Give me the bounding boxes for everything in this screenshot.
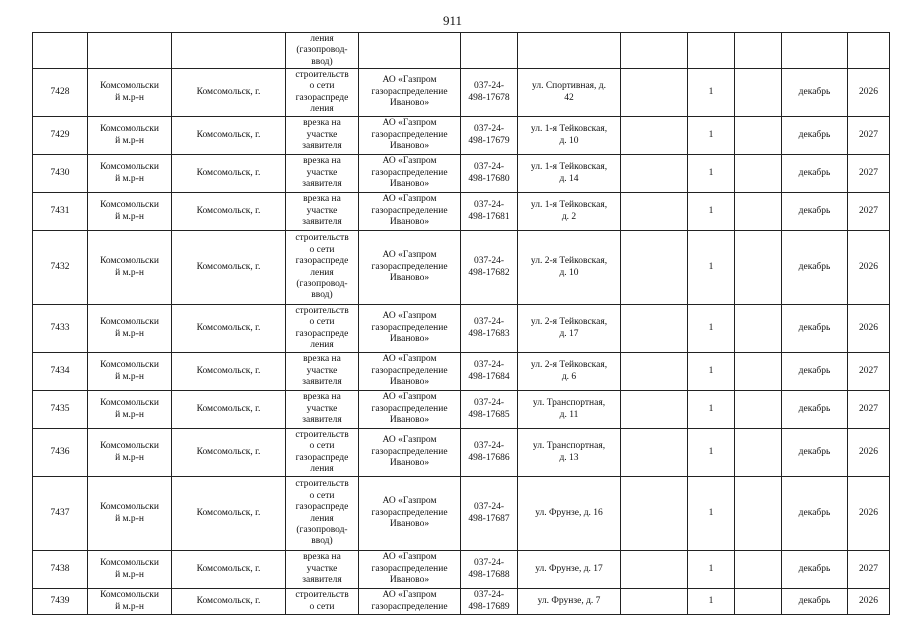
cell-quantity [688,69,735,117]
cell-empty [621,551,688,589]
cell-empty [621,69,688,117]
cell-empty [621,429,688,477]
cell-empty [735,477,782,551]
cell-text: ул. 2-я Тейковская, д. 10 [530,256,608,278]
cell-text: Комсомольск, г. [196,403,261,414]
cell-work-type [286,155,359,193]
cell-text: 7431 [50,205,70,216]
cell-text: 2026 [859,86,878,97]
cell-text: АО «Газпром газораспределение Иваново» [371,194,448,228]
cell-text: 7434 [50,365,70,376]
cell-year [848,391,890,429]
cell-text: 1 [708,595,714,606]
cell-organization [359,193,461,231]
cell-text: 1 [708,205,714,216]
cell-organization [359,69,461,117]
cell-month [782,231,848,305]
cell-empty [621,155,688,193]
cell-organization [359,353,461,391]
cell-text: АО «Газпром газораспределение Иваново» [371,311,448,345]
cell-quantity [688,589,735,615]
cell-quantity [688,155,735,193]
cell-district [88,231,172,305]
cell-district [88,589,172,615]
cell-address [518,551,621,589]
cell-text: 2026 [859,507,878,518]
cell-text: 1 [708,365,714,376]
table-row [33,155,890,193]
cell-work-type [286,305,359,353]
cell-text: ул. 2-я Тейковская, д. 6 [530,360,608,382]
cell-row-number [33,353,88,391]
cell-quantity [688,551,735,589]
cell-text: 1 [708,167,714,178]
cell-locality [172,477,286,551]
cell-text: Комсомольски й м.р-н [100,502,159,524]
cell-code [461,231,518,305]
cell-text: 1 [708,322,714,333]
cell-district [88,429,172,477]
cell-text: врезка на участке заявителя [302,156,342,190]
cell-empty [782,33,848,69]
cell-quantity [688,429,735,477]
cell-row-number [33,551,88,589]
cell-text: 7438 [50,563,70,574]
cell-text: ул. 1-я Тейковская, д. 10 [530,124,608,146]
cell-code [461,155,518,193]
cell-code [461,305,518,353]
cell-row-number [33,117,88,155]
cell-row-number [33,391,88,429]
cell-district [88,305,172,353]
cell-text: 7437 [50,507,70,518]
cell-text: декабрь [798,595,831,606]
cell-address [518,391,621,429]
cell-work-type [286,231,359,305]
cell-empty [735,429,782,477]
cell-organization [359,589,461,615]
cell-text: 7432 [50,261,70,272]
cell-text: ул. 1-я Тейковская, д. 2 [530,200,608,222]
cell-locality [172,231,286,305]
cell-quantity [688,391,735,429]
cell-text: АО «Газпром газораспределение Иваново» [371,392,448,426]
cell-text: АО «Газпром газораспределение Иваново» [371,250,448,284]
cell-address [518,231,621,305]
cell-district [88,69,172,117]
cell-text: 1 [708,446,714,457]
cell-empty [621,305,688,353]
cell-address [518,589,621,615]
table-row [33,589,890,615]
cell-text: 037-24- 498-17687 [468,502,510,524]
cell-text: 2027 [859,403,878,414]
cell-text: АО «Газпром газораспределение Иваново» [371,435,448,469]
cell-text: Комсомольски й м.р-н [100,256,159,278]
cell-month [782,155,848,193]
gas-connection-table [32,32,890,615]
cell-year [848,117,890,155]
cell-text: АО «Газпром газораспределение Иваново» [371,552,448,586]
cell-address [518,477,621,551]
cell-text: Комсомольск, г. [196,563,261,574]
cell-text: Комсомольски й м.р-н [100,558,159,580]
cell-text: 037-24- 498-17688 [468,558,510,580]
cell-row-number [33,231,88,305]
cell-organization [359,155,461,193]
cell-text: 037-24- 498-17681 [468,200,510,222]
cell-work-type [286,391,359,429]
cell-text: 7430 [50,167,70,178]
cell-text: 037-24- 498-17685 [468,398,510,420]
cell-empty [735,353,782,391]
cell-district [88,353,172,391]
cell-text: Комсомольск, г. [196,205,261,216]
cell-quantity [688,231,735,305]
cell-empty [735,69,782,117]
cell-text: 2027 [859,167,878,178]
cell-year [848,155,890,193]
cell-text: Комсомольск, г. [196,261,261,272]
cell-text: АО «Газпром газораспределение [371,590,448,612]
cell-text: декабрь [798,167,831,178]
cell-work-type [286,117,359,155]
cell-address [518,305,621,353]
cell-text: АО «Газпром газораспределение Иваново» [371,156,448,190]
cell-text: строительств о сети газораспреде ления (газопровод- ввод) [295,479,349,547]
cell-organization [359,391,461,429]
table-row [33,231,890,305]
table-row-partial [33,33,890,69]
cell-locality [172,69,286,117]
cell-text: 2027 [859,563,878,574]
cell-empty [621,353,688,391]
cell-district [88,477,172,551]
cell-text: декабрь [798,507,831,518]
cell-empty [621,117,688,155]
cell-code [461,551,518,589]
cell-text: ул. Фрунзе, д. 16 [535,507,603,518]
cell-work-type [286,551,359,589]
cell-work-type [286,33,359,69]
cell-code [461,117,518,155]
cell-text: Комсомольски й м.р-н [100,124,159,146]
cell-work-type [286,589,359,615]
cell-text: декабрь [798,446,831,457]
cell-month [782,305,848,353]
cell-empty [621,193,688,231]
cell-empty [688,33,735,69]
table-row [33,305,890,353]
cell-empty [172,33,286,69]
cell-text: 7439 [50,595,70,606]
cell-text: строительств о сети [295,590,349,612]
cell-month [782,193,848,231]
cell-text: декабрь [798,403,831,414]
cell-year [848,305,890,353]
cell-district [88,551,172,589]
cell-text: Комсомольски й м.р-н [100,441,159,463]
cell-text: 037-24- 498-17689 [468,590,510,612]
cell-text: ул. Фрунзе, д. 17 [535,563,603,574]
cell-month [782,477,848,551]
table-body [33,33,890,615]
cell-organization [359,429,461,477]
cell-organization [359,305,461,353]
cell-text: 7435 [50,403,70,414]
cell-month [782,551,848,589]
cell-text: Комсомольск, г. [196,322,261,333]
cell-empty [735,33,782,69]
cell-text: 7428 [50,86,70,97]
cell-locality [172,589,286,615]
cell-text: 037-24- 498-17683 [468,317,510,339]
cell-text: 037-24- 498-17678 [468,81,510,103]
table-row [33,429,890,477]
cell-code [461,429,518,477]
cell-text: 7429 [50,129,70,140]
cell-text: Комсомольски й м.р-н [100,200,159,222]
cell-text: ул. Фрунзе, д. 7 [537,595,601,606]
cell-work-type [286,353,359,391]
cell-year [848,477,890,551]
table-row [33,477,890,551]
cell-text: ул. Транспортная, д. 11 [532,398,606,420]
cell-text: врезка на участке заявителя [302,552,342,586]
cell-month [782,391,848,429]
table-row [33,353,890,391]
cell-code [461,477,518,551]
cell-text: врезка на участке заявителя [302,194,342,228]
cell-text: декабрь [798,365,831,376]
cell-district [88,117,172,155]
cell-text: Комсомольск, г. [196,446,261,457]
cell-empty [33,33,88,69]
cell-text: ления (газопровод- ввод) [296,33,348,67]
cell-empty [461,33,518,69]
cell-month [782,117,848,155]
cell-text: строительств о сети газораспреде ления [295,305,349,350]
cell-text: 1 [708,563,714,574]
cell-code [461,589,518,615]
cell-text: 037-24- 498-17686 [468,441,510,463]
cell-text: декабрь [798,322,831,333]
cell-locality [172,117,286,155]
cell-text: 2026 [859,261,878,272]
cell-text: АО «Газпром газораспределение Иваново» [371,354,448,388]
cell-empty [621,391,688,429]
cell-empty [735,589,782,615]
cell-locality [172,391,286,429]
table-row [33,551,890,589]
cell-text: декабрь [798,86,831,97]
cell-address [518,353,621,391]
cell-empty [848,33,890,69]
cell-text: АО «Газпром газораспределение Иваново» [371,75,448,109]
cell-text: врезка на участке заявителя [302,118,342,152]
cell-text: Комсомольски й м.р-н [100,398,159,420]
cell-text: 1 [708,403,714,414]
cell-text: Комсомольск, г. [196,86,261,97]
cell-locality [172,193,286,231]
cell-year [848,429,890,477]
cell-text: декабрь [798,205,831,216]
cell-text: Комсомольск, г. [196,365,261,376]
cell-locality [172,353,286,391]
cell-text: 1 [708,86,714,97]
cell-empty [735,231,782,305]
cell-row-number [33,155,88,193]
cell-text: Комсомольск, г. [196,507,261,518]
cell-code [461,391,518,429]
cell-row-number [33,589,88,615]
cell-text: Комсомольски й м.р-н [100,590,159,612]
cell-year [848,353,890,391]
page-number: 911 [442,13,463,28]
cell-text: 2027 [859,365,878,376]
cell-text: Комсомольски й м.р-н [100,81,159,103]
cell-text: АО «Газпром газораспределение Иваново» [371,118,448,152]
cell-address [518,193,621,231]
cell-work-type [286,477,359,551]
cell-empty [735,551,782,589]
cell-year [848,589,890,615]
cell-text: декабрь [798,129,831,140]
cell-empty [621,33,688,69]
cell-row-number [33,69,88,117]
cell-text: 1 [708,129,714,140]
table-row [33,193,890,231]
cell-quantity [688,477,735,551]
cell-quantity [688,193,735,231]
cell-text: врезка на участке заявителя [302,354,342,388]
cell-month [782,429,848,477]
cell-text: 2026 [859,446,878,457]
cell-organization [359,231,461,305]
cell-code [461,353,518,391]
cell-text: декабрь [798,563,831,574]
cell-address [518,429,621,477]
cell-text: 7436 [50,446,70,457]
cell-empty [735,155,782,193]
cell-text: Комсомольски й м.р-н [100,162,159,184]
cell-text: 1 [708,507,714,518]
cell-empty [359,33,461,69]
cell-text: 2026 [859,595,878,606]
cell-locality [172,429,286,477]
table-row [33,117,890,155]
cell-organization [359,477,461,551]
cell-year [848,551,890,589]
cell-district [88,391,172,429]
cell-year [848,193,890,231]
cell-work-type [286,193,359,231]
cell-text: 037-24- 498-17682 [468,256,510,278]
cell-text: 1 [708,261,714,272]
cell-row-number [33,305,88,353]
cell-text: 7433 [50,322,70,333]
cell-code [461,69,518,117]
cell-text: Комсомольск, г. [196,595,261,606]
cell-text: 2027 [859,205,878,216]
cell-text: Комсомольски й м.р-н [100,360,159,382]
cell-locality [172,551,286,589]
cell-quantity [688,117,735,155]
cell-text: ул. 1-я Тейковская, д. 14 [530,162,608,184]
cell-organization [359,117,461,155]
cell-text: ул. 2-я Тейковская, д. 17 [530,317,608,339]
cell-empty [735,305,782,353]
cell-text: строительств о сети газораспреде ления [295,429,349,474]
cell-year [848,231,890,305]
cell-text: 2026 [859,322,878,333]
cell-address [518,117,621,155]
cell-organization [359,551,461,589]
cell-empty [621,589,688,615]
cell-text: врезка на участке заявителя [302,392,342,426]
cell-row-number [33,477,88,551]
cell-text: Комсомольски й м.р-н [100,317,159,339]
cell-empty [621,231,688,305]
cell-quantity [688,353,735,391]
cell-district [88,193,172,231]
cell-text: строительств о сети газораспреде ления [295,69,349,114]
cell-empty [735,117,782,155]
cell-empty [88,33,172,69]
cell-empty [735,391,782,429]
cell-empty [518,33,621,69]
cell-month [782,589,848,615]
cell-text: 037-24- 498-17680 [468,162,510,184]
cell-locality [172,155,286,193]
cell-row-number [33,193,88,231]
table-row [33,69,890,117]
cell-empty [735,193,782,231]
cell-month [782,353,848,391]
cell-text: 037-24- 498-17679 [468,124,510,146]
cell-month [782,69,848,117]
cell-text: строительств о сети газораспреде ления (газопровод- ввод) [295,233,349,301]
cell-row-number [33,429,88,477]
cell-empty [621,477,688,551]
cell-locality [172,305,286,353]
table-row [33,391,890,429]
cell-year [848,69,890,117]
cell-text: 037-24- 498-17684 [468,360,510,382]
cell-text: ул. Спортивная, д. 42 [532,81,606,103]
cell-work-type [286,69,359,117]
cell-text: АО «Газпром газораспределение Иваново» [371,496,448,530]
cell-text: Комсомольск, г. [196,167,261,178]
cell-quantity [688,305,735,353]
cell-address [518,69,621,117]
cell-code [461,193,518,231]
cell-address [518,155,621,193]
cell-text: 2027 [859,129,878,140]
cell-district [88,155,172,193]
cell-text: ул. Транспортная, д. 13 [532,441,606,463]
cell-work-type [286,429,359,477]
cell-text: Комсомольск, г. [196,129,261,140]
cell-text: декабрь [798,261,831,272]
